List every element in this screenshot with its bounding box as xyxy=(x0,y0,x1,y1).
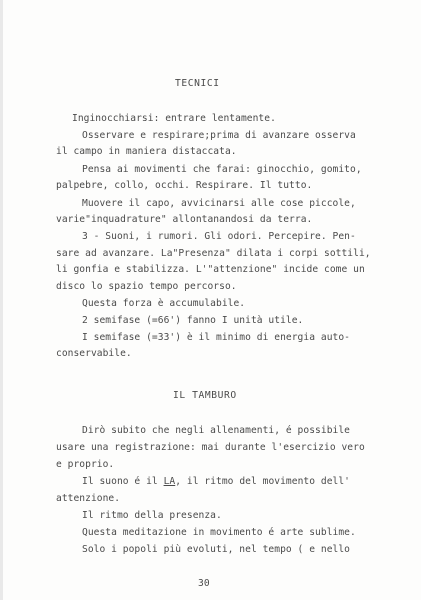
text-line: Questa forza è accumulabile. xyxy=(82,298,246,309)
text-line: I semifase (=33') è il minimo di energia auto- xyxy=(82,332,350,343)
text-line: il campo in maniera distaccata. xyxy=(56,146,237,157)
text-line: palpebre, collo, occhi. Respirare. Il tutto. xyxy=(56,180,313,191)
text-line-with-underline xyxy=(82,476,350,488)
page-number: 30 xyxy=(198,578,210,589)
underlined-term: LA xyxy=(163,476,176,487)
section-heading-tecnici: TECNICI xyxy=(175,78,220,89)
text-line: disco lo spazio tempo percorso. xyxy=(56,281,237,292)
text-line: Muovere il capo, avvicinarsi alle cose piccole, xyxy=(82,198,356,209)
text-line: Inginocchiarsi: entrare lentamente. xyxy=(72,113,276,124)
text-line: conservabile. xyxy=(56,348,132,359)
text-line: varie"inquadrature" allontanandosi da terra. xyxy=(56,214,313,225)
text-segment: , il ritmo del movimento dell' xyxy=(175,476,351,487)
text-line: Il ritmo della presenza. xyxy=(82,510,222,521)
text-line: e proprio. xyxy=(56,459,115,470)
text-line: li gonfia e stabilizza. L'"attenzione" incide come un xyxy=(56,264,365,275)
section-heading-il-tamburo: IL TAMBURO xyxy=(173,390,237,401)
text-line: Pensa ai movimenti che farai: ginocchio, gomito, xyxy=(82,164,362,175)
text-line: sare ad avanzare. La"Presenza" dilata i corpi sottili, xyxy=(56,248,371,259)
text-line: Osservare e respirare;prima di avanzare osserva xyxy=(82,130,356,141)
text-line: Dirò subito che negli allenamenti, é possibile xyxy=(82,425,350,436)
text-line: Questa meditazione in movimento é arte sublime. xyxy=(82,527,356,538)
text-line: 3 - Suoni, i rumori. Gli odori. Percepire. Pen- xyxy=(82,231,356,242)
text-line: Solo i popoli più evoluti, nel tempo ( e nello xyxy=(82,544,350,555)
text-segment: Il suono é il xyxy=(82,476,164,487)
page-edge-shadow xyxy=(0,0,3,600)
text-line: attenzione. xyxy=(56,493,121,504)
text-line: 2 semifase (=66') fanno I unità utile. xyxy=(82,315,304,326)
text-line: usare una registrazione: mai durante l'esercizio vero xyxy=(56,442,365,453)
